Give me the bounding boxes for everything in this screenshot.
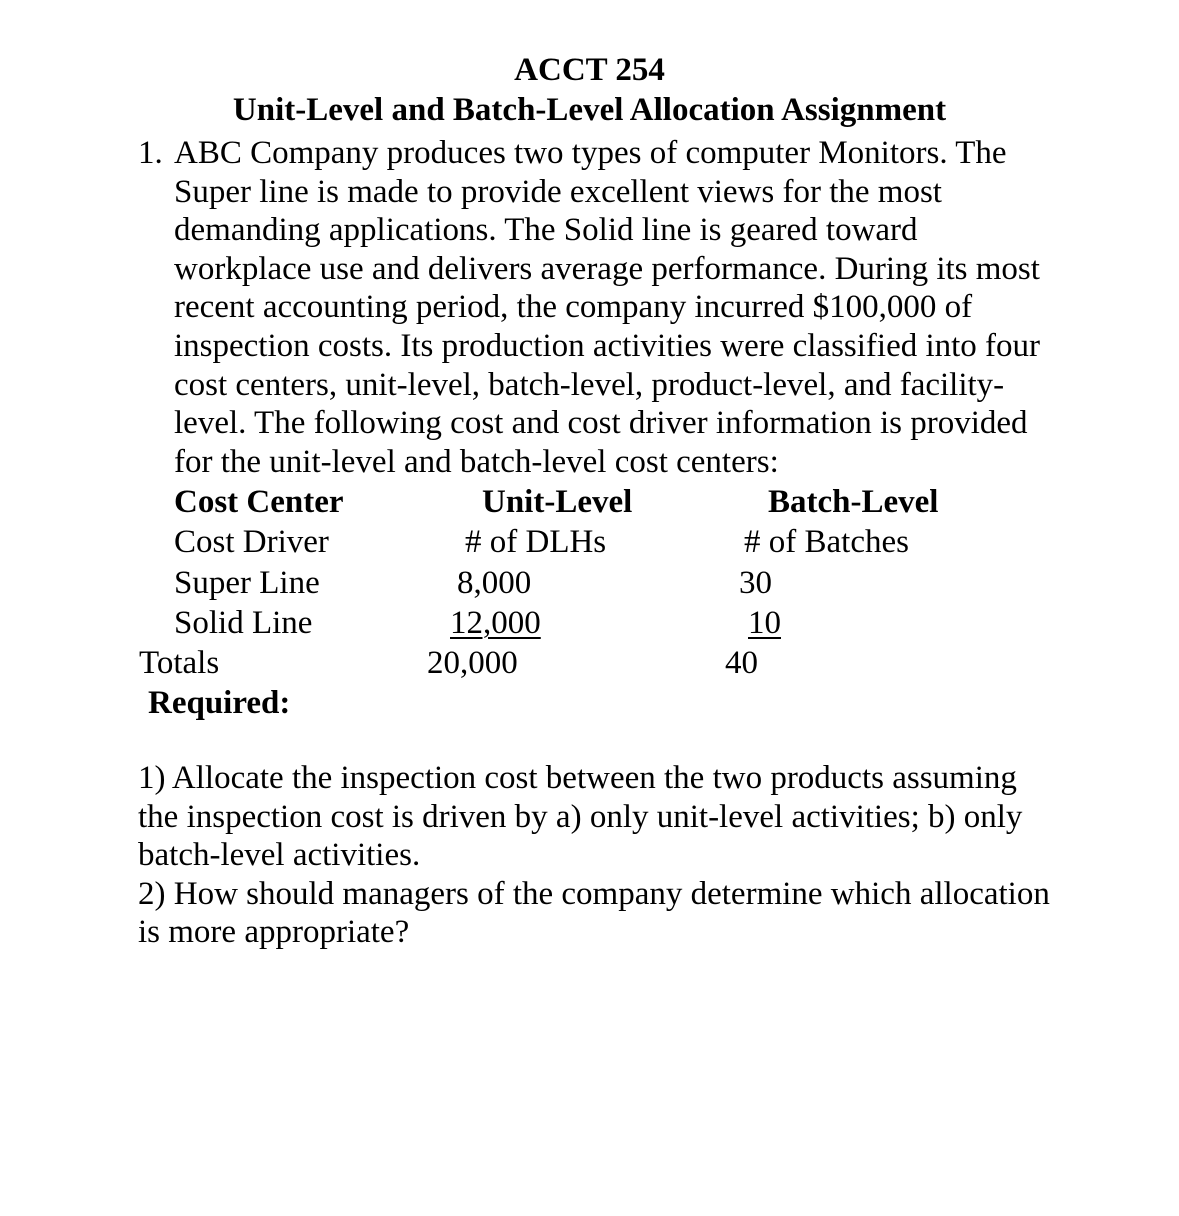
cell-solid-batch: 10	[748, 605, 781, 641]
cell-total-unit: 20,000	[427, 645, 518, 681]
row-label-super-line: Super Line	[174, 565, 320, 601]
problem-text: ABC Company produces two types of computer Monitors. The Super line is made to provide excellent views for the most demanding applications. The Solid line is geared toward workplace use and delivers average performance. During its most recent accounting period, the company incurred $100,000 of inspection costs. Its production activities were classified into four cost centers, unit-level, batch-level, product-level, and facility-level. The following cost and cost driver information is provided for the unit-level and batch-level cost centers:	[174, 135, 1041, 480]
question-2: 2) How should managers of the company determine which allocation is more appropriate?	[138, 875, 1050, 951]
cell-super-unit: 8,000	[457, 565, 532, 601]
cell-unit-driver: # of DLHs	[465, 524, 607, 560]
row-label-cost-driver: Cost Driver	[174, 524, 329, 560]
questions	[138, 759, 1058, 952]
course-title: ACCT 254	[514, 52, 665, 88]
row-label-totals: Totals	[139, 645, 220, 681]
cell-solid-unit: 12,000	[450, 605, 541, 641]
cell-total-batch: 40	[725, 645, 758, 681]
row-label-solid-line: Solid Line	[174, 605, 313, 641]
cell-batch-driver: # of Batches	[744, 524, 909, 560]
required-heading: Required:	[148, 685, 291, 721]
cell-super-batch: 30	[739, 565, 772, 601]
header-batch-level: Batch-Level	[768, 484, 939, 520]
question-1: 1) Allocate the inspection cost between the two products assuming the inspection cost is driven by a) only unit-level activities; b) only batch-level activities.	[138, 760, 1023, 874]
problem-number: 1.	[138, 135, 163, 171]
header-unit-level: Unit-Level	[482, 484, 633, 520]
header-cost-center: Cost Center	[174, 484, 344, 520]
problem-statement	[138, 134, 1058, 481]
assignment-title: Unit-Level and Batch-Level Allocation Assignment	[232, 92, 947, 128]
